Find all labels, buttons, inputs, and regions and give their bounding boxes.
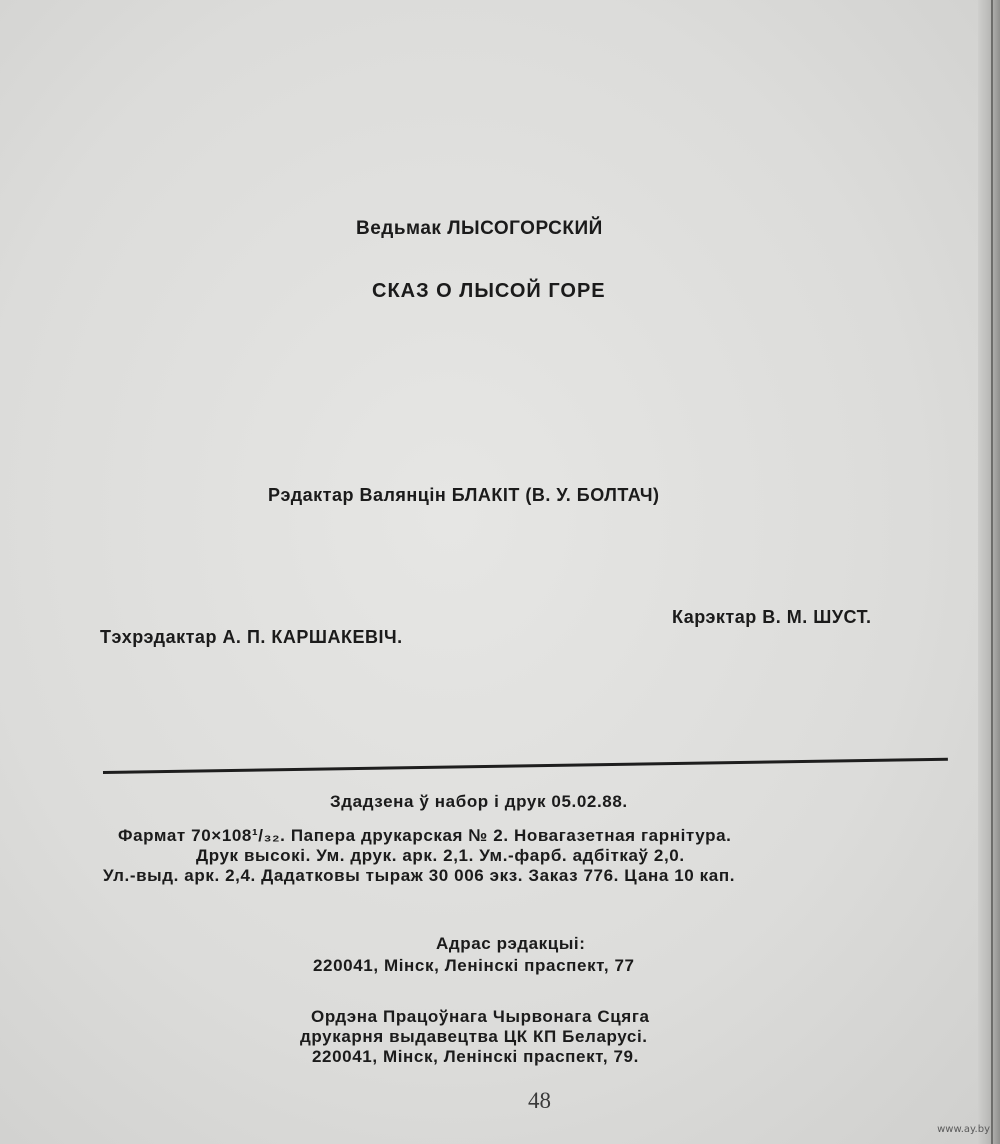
corrector-credit: Карэктар В. М. ШУСТ. <box>672 607 872 627</box>
address-line: 220041, Мінск, Ленінскі праспект, 77 <box>313 956 635 975</box>
book-title: СКАЗ О ЛЫСОЙ ГОРЕ <box>372 280 606 302</box>
imprint-line-2: Фармат 70×108¹/₃₂. Папера друкарская № 2. Новагазетная гарнітура. <box>118 826 732 845</box>
page-number: 48 <box>528 1088 551 1113</box>
editor-credit: Рэдактар Валянцін БЛАКІТ (В. У. БОЛТАЧ) <box>268 485 660 505</box>
book-gutter <box>978 0 1000 1144</box>
gutter-edge <box>991 0 993 1144</box>
imprint-line-4: Ул.-выд. арк. 2,4. Дадатковы тыраж 30 006 экз. Заказ 776. Цана 10 кап. <box>103 866 736 885</box>
printer-line-1: Ордэна Працоўнага Чырвонага Сцяга <box>311 1007 650 1026</box>
address-label: Адрас рэдакцыі: <box>436 934 586 953</box>
tech-editor-credit: Тэхрэдактар А. П. КАРШАКЕВІЧ. <box>100 627 403 647</box>
divider-rule <box>103 758 948 774</box>
imprint-line-1: Здадзена ў набор і друк 05.02.88. <box>330 792 628 811</box>
printer-line-3: 220041, Мінск, Ленінскі праспект, 79. <box>312 1047 639 1066</box>
imprint-line-3: Друк высокі. Ум. друк. арк. 2,1. Ум.-фарб. адбіткаў 2,0. <box>196 846 685 865</box>
printer-line-2: друкарня выдавецтва ЦК КП Беларусі. <box>300 1027 648 1046</box>
watermark: www.ay.by <box>937 1124 990 1135</box>
author-line: Ведьмак ЛЫСОГОРСКИЙ <box>356 218 603 239</box>
